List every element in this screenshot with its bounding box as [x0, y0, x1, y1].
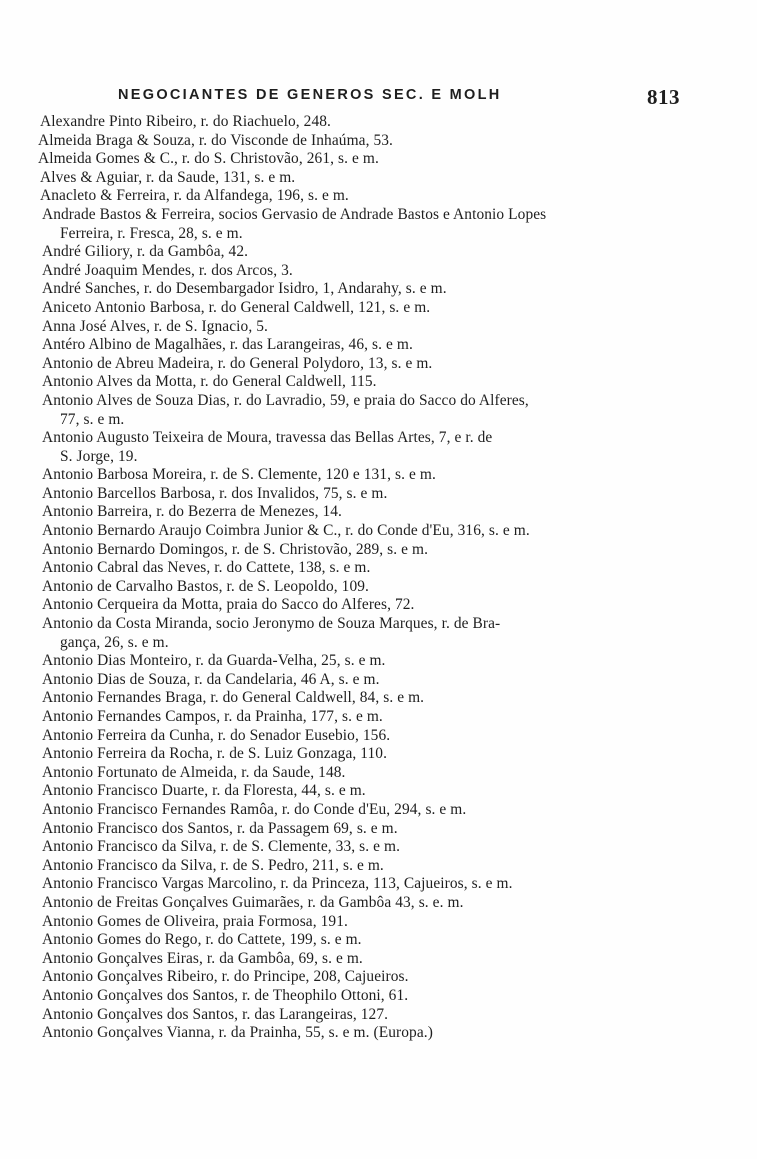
list-item [42, 782, 682, 801]
entry-line: Antonio Fernandes Braga, r. do General Caldwell, 84, s. e m. [42, 689, 425, 707]
entry-line: Antonio Bernardo Araujo Coimbra Junior & C., r. do Conde d'Eu, 316, s. e m. [42, 522, 530, 540]
list-item [42, 466, 682, 485]
entry-line: Anacleto & Ferreira, r. da Alfandega, 196, s. e m. [40, 187, 349, 205]
entry-line: Almeida Braga & Souza, r. do Visconde de Inhaúma, 53. [38, 131, 393, 149]
entry-line: Antonio Cabral das Neves, r. do Cattete, 138, s. e m. [42, 559, 371, 577]
list-item [40, 169, 680, 188]
list-item [42, 931, 682, 950]
list-item [42, 280, 682, 299]
entry-line: Anna José Alves, r. de S. Ignacio, 5. [42, 317, 268, 335]
list-item [42, 838, 682, 857]
list-item [42, 875, 682, 894]
entry-line: Antéro Albino de Magalhães, r. das Larangeiras, 46, s. e m. [42, 336, 413, 354]
entry-line: Alexandre Pinto Ribeiro, r. do Riachuelo, 248. [40, 113, 331, 130]
list-item [42, 913, 682, 932]
entry-line: Antonio Gonçalves dos Santos, r. de Theophilo Ottoni, 61. [42, 986, 409, 1004]
list-item [42, 968, 682, 987]
entry-line: Antonio Francisco da Silva, r. de S. Pedro, 211, s. e m. [42, 856, 384, 874]
list-item [42, 243, 682, 262]
entry-line: Antonio Ferreira da Cunha, r. do Senador Eusebio, 156. [42, 726, 391, 744]
entry-line: Antonio Dias de Souza, r. da Candelaria, 46 A, s. e m. [42, 670, 380, 688]
list-item [38, 150, 678, 169]
entry-line: Antonio Gonçalves Eiras, r. da Gambôa, 69, s. e m. [42, 949, 363, 967]
entry-line: Antonio Francisco da Silva, r. de S. Clemente, 33, s. e m. [42, 838, 401, 856]
list-item [42, 764, 682, 783]
entry-line: Antonio Barcellos Barbosa, r. dos Invalidos, 75, s. e m. [42, 484, 388, 502]
merchant-list [0, 113, 757, 1043]
list-item [40, 113, 680, 132]
list-item [38, 132, 678, 151]
entry-line: Andrade Bastos & Ferreira, socios Gervasio de Andrade Bastos e Antonio Lopes [42, 205, 547, 223]
entry-line: Antonio Dias Monteiro, r. da Guarda-Velha, 25, s. e m. [42, 652, 386, 670]
list-item [42, 1006, 682, 1025]
entry-continuation-line: gança, 26, s. e m. [60, 633, 169, 651]
list-item [42, 578, 682, 597]
entry-line: Antonio Francisco Duarte, r. da Floresta, 44, s. e m. [42, 782, 366, 800]
list-item [42, 857, 682, 876]
entry-line: Antonio de Abreu Madeira, r. do General Polydoro, 13, s. e m. [42, 354, 433, 372]
list-item [42, 950, 682, 969]
entry-line: Antonio Gonçalves Ribeiro, r. do Principe, 208, Cajueiros. [42, 968, 409, 986]
list-item [42, 801, 682, 820]
entry-line: Alves & Aguiar, r. da Saude, 131, s. e m. [40, 168, 296, 186]
list-item [42, 355, 682, 374]
entry-line: Antonio Augusto Teixeira de Moura, travessa das Bellas Artes, 7, e r. de [42, 429, 493, 447]
list-item [42, 745, 682, 764]
entry-line: Antonio Ferreira da Rocha, r. de S. Luiz Gonzaga, 110. [42, 745, 388, 763]
list-item [42, 820, 682, 839]
list-item [42, 262, 682, 281]
entry-line: Antonio Fortunato de Almeida, r. da Saude, 148. [42, 763, 346, 781]
list-item [42, 522, 682, 541]
entry-line: André Sanches, r. do Desembargador Isidro, 1, Andarahy, s. e m. [42, 280, 447, 298]
entry-line: Antonio Gomes do Rego, r. do Cattete, 199, s. e m. [42, 931, 362, 949]
list-item [42, 336, 682, 355]
page-header [118, 85, 718, 111]
entry-line: Antonio Fernandes Campos, r. da Prainha, 177, s. e m. [42, 708, 383, 725]
list-item [42, 206, 682, 243]
list-item [42, 987, 682, 1006]
entry-line: Antonio Francisco Vargas Marcolino, r. da Princeza, 113, Cajueiros, s. e m. [42, 875, 513, 893]
entry-line: André Joaquim Mendes, r. dos Arcos, 3. [42, 261, 293, 279]
list-item [40, 187, 680, 206]
list-item [42, 671, 682, 690]
list-item [42, 318, 682, 337]
list-item [42, 541, 682, 560]
entry-continuation-line: 77, s. e m. [60, 410, 125, 428]
entry-line: Antonio Barreira, r. do Bezerra de Menezes, 14. [42, 503, 342, 521]
list-item [42, 485, 682, 504]
list-item [42, 299, 682, 318]
entry-line: Antonio de Freitas Gonçalves Guimarães, r. da Gambôa 43, s. e. m. [42, 893, 464, 911]
entry-line: Antonio Gonçalves dos Santos, r. das Larangeiras, 127. [42, 1005, 389, 1023]
list-item [42, 652, 682, 671]
entry-line: Antonio da Costa Miranda, socio Jeronymo de Souza Marques, r. de Bra- [42, 615, 501, 633]
list-item [42, 689, 682, 708]
list-item [42, 392, 682, 429]
list-item [42, 894, 682, 913]
list-item [42, 503, 682, 522]
entry-line: Antonio Bernardo Domingos, r. de S. Christovão, 289, s. e m. [42, 540, 429, 558]
page-number: 813 [647, 85, 680, 109]
entry-line: Almeida Gomes & C., r. do S. Christovão, 261, s. e m. [38, 150, 379, 168]
entry-line: Antonio Cerqueira da Motta, praia do Sacco do Alferes, 72. [42, 596, 415, 614]
list-item [42, 429, 682, 466]
entry-line: Antonio Barbosa Moreira, r. de S. Clemente, 120 e 131, s. e m. [42, 466, 436, 484]
entry-line: Antonio Alves de Souza Dias, r. do Lavradio, 59, e praia do Sacco do Alferes, [42, 391, 529, 409]
list-item [42, 1024, 682, 1043]
entry-line: Antonio de Carvalho Bastos, r. de S. Leopoldo, 109. [42, 577, 369, 595]
list-item [42, 727, 682, 746]
list-item [42, 559, 682, 578]
entry-line: Aniceto Antonio Barbosa, r. do General Caldwell, 121, s. e m. [42, 298, 431, 316]
list-item [42, 708, 682, 727]
entry-line: Antonio Gonçalves Vianna, r. da Prainha, 55, s. e m. (Europa.) [42, 1024, 433, 1042]
list-item [42, 373, 682, 392]
entry-line: Antonio Alves da Motta, r. do General Caldwell, 115. [42, 373, 377, 391]
entry-line: Antonio Francisco dos Santos, r. da Passagem 69, s. e m. [42, 819, 398, 837]
entry-line: Antonio Francisco Fernandes Ramôa, r. do Conde d'Eu, 294, s. e m. [42, 800, 467, 818]
list-item [42, 615, 682, 652]
entry-line: Antonio Gomes de Oliveira, praia Formosa, 191. [42, 912, 348, 930]
list-item [42, 596, 682, 615]
entry-line: André Giliory, r. da Gambôa, 42. [42, 243, 249, 261]
entry-continuation-line: S. Jorge, 19. [60, 447, 138, 465]
page-title: NEGOCIANTES DE GENEROS SEC. E MOLH [118, 87, 502, 103]
entry-continuation-line: Ferreira, r. Fresca, 28, s. e m. [60, 224, 243, 242]
